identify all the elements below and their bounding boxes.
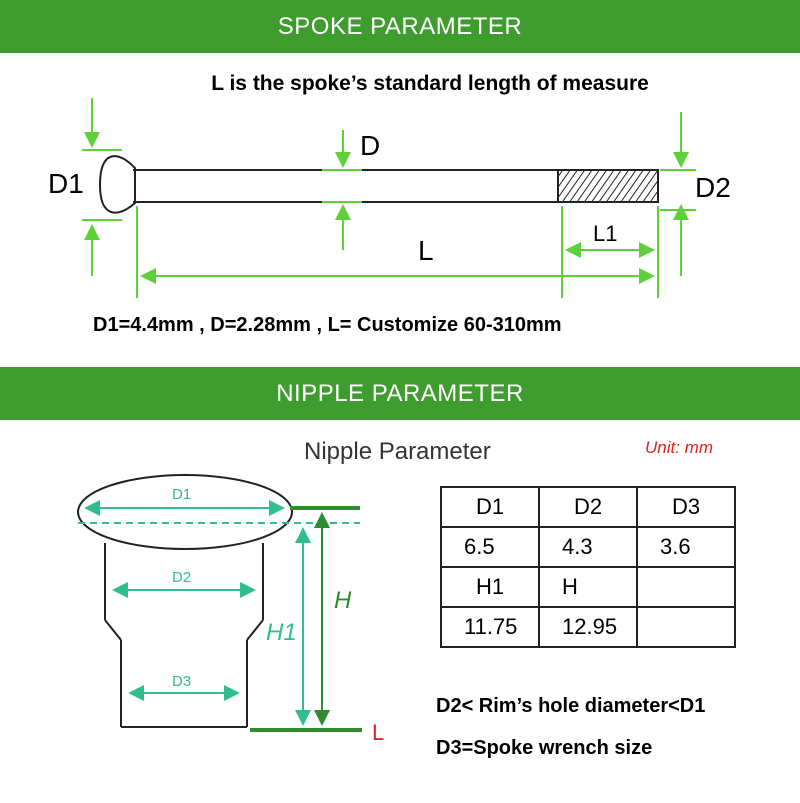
spoke-length-note: L is the spoke’s standard length of measure <box>211 72 649 95</box>
table-row <box>441 527 735 567</box>
unit-label: Unit: mm <box>645 438 713 457</box>
spoke-thread <box>558 170 658 202</box>
nipple-h1-label: H1 <box>266 619 297 646</box>
table-row <box>441 487 735 527</box>
table-row <box>441 567 735 607</box>
table-cell: 3.6 <box>637 527 735 567</box>
nipple-d3-label: D3 <box>172 673 192 690</box>
spoke-d2-label: D2 <box>695 172 731 203</box>
table-cell: 4.3 <box>539 527 637 567</box>
nipple-d2-label: D2 <box>172 569 192 586</box>
table-cell <box>637 567 735 607</box>
nipple-parameter-banner: NIPPLE PARAMETER <box>0 367 800 420</box>
nipple-h-label: H <box>334 587 352 614</box>
table-cell: H <box>539 567 637 607</box>
nipple-d1-label: D1 <box>172 486 192 503</box>
table-cell: 12.95 <box>539 607 637 647</box>
table-cell <box>637 607 735 647</box>
table-row <box>441 607 735 647</box>
spoke-d1-label: D1 <box>48 168 84 199</box>
nipple-title: Nipple Parameter <box>304 438 491 465</box>
spoke-values: D1=4.4mm , D=2.28mm , L= Customize 60-310mm <box>93 314 562 336</box>
spoke-d-label: D <box>360 130 381 161</box>
table-cell: H1 <box>441 567 539 607</box>
nipple-parameter-table <box>440 486 736 648</box>
nipple-l-label: L <box>372 720 385 745</box>
table-cell: D1 <box>441 487 539 527</box>
wrench-size-rule: D3=Spoke wrench size <box>436 737 653 759</box>
rim-hole-rule: D2< Rim’s hole diameter<D1 <box>436 695 706 717</box>
table-cell: D3 <box>637 487 735 527</box>
spoke-parameter-banner: SPOKE PARAMETER <box>0 0 800 53</box>
table-cell: 6.5 <box>441 527 539 567</box>
spoke-l-label: L <box>418 235 434 266</box>
table-cell: 11.75 <box>441 607 539 647</box>
table-cell: D2 <box>539 487 637 527</box>
spoke-l1-label: L1 <box>593 221 618 246</box>
